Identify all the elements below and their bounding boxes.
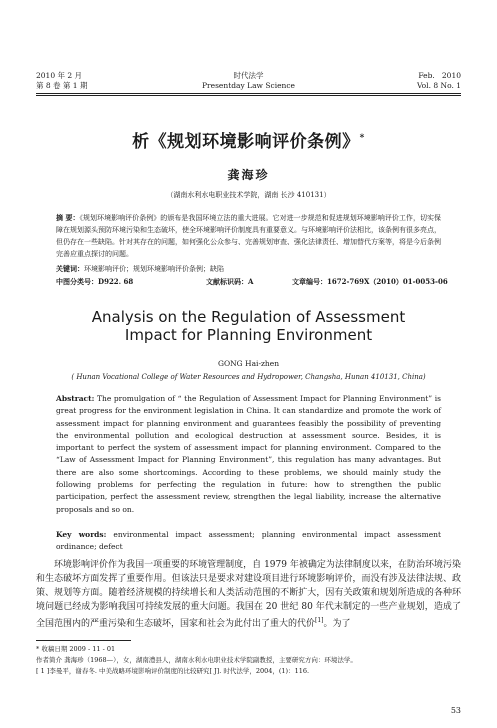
author-name-zh: 龚海珍	[227, 168, 270, 182]
title-footnote-mark: *	[359, 133, 365, 144]
footnote-rule	[36, 640, 131, 641]
document-code: 文献标识码：A	[206, 277, 254, 286]
keywords-en	[56, 529, 441, 554]
header-rule	[36, 93, 461, 94]
author-name-en: GONG Hai-zhen	[217, 359, 280, 368]
keywords-zh-label: 关键词：	[56, 264, 84, 273]
clc-number: 中图分类号：D922. 68	[56, 277, 134, 286]
keywords-en-label: Key words:	[56, 530, 107, 539]
header-date-en: Feb. 2010	[418, 71, 461, 80]
body-text: 环境影响评价作为我国一项重要的环境管理制度，自 1979 年被确定为法律制度以来，在防治环境污染和生态破坏方面发挥了重要作用。但该法只是要求对建设项目进行环境影响评价，而没有涉及法律法规、政策、规划等方面。随着经济规模的持续增长和人类活动范围的不断扩大，因有关政策和规划所造成的各种环境问题已经成为影响我国可持续发展的重大问题。我国在 20 世纪 80 年代末制定的一些产业规划，造成了全国范围内的严重污染和生态破坏，国家和社会为此付出了重大的代价	[36, 560, 461, 629]
keywords-zh-text: 环境影响评价；规划环境影响评价条例；缺陷	[84, 265, 224, 273]
article-title-zh: 析《规划环境影响评价条例》*	[132, 132, 365, 152]
body-paragraph	[36, 558, 461, 631]
keywords-zh	[56, 263, 441, 275]
abstract-zh-label: 摘 要：	[56, 213, 80, 222]
keywords-en-text: environmental impact assessment; planning environmental impact assessment ordinance; defect	[56, 530, 441, 552]
affiliation-en: ( Hunan Vocational College of Water Resources and Hydropower, Changsha, Hunan 410131, China)	[71, 373, 426, 381]
abstract-zh-text: 《规划环境影响评价条例》的颁布是我国环境立法的重大进展。它对进一步规范和促进规划环境影响评价工作，切实保障在规划源头预防环境污染和生态破坏，使全环境影响评价制度具有重要意义。与环境影响评价法相比，该条例有很多亮点，但仍存在一些缺陷。针对其存在的问题，如何强化公众参与、完善规划审查、强化法律责任、增加替代方案等，将是今后条例完善应重点探讨的问题。	[56, 214, 441, 258]
article-number: 文章编号：1672-769X（2010）01-0053-06	[292, 277, 448, 286]
header-journal-zh: 时代法学	[233, 71, 264, 80]
header-journal-en: Presentday Law Science	[202, 81, 295, 90]
abstract-en-text: The promulgation of “ the Regulation of Assessment Impact for Planning Environment” is great progress for the environment legislation in China. It can standardize and promote the work of assessment impact for planning environment and guarantees feasibly the possibility of preventing the environmental pollution and ecological destruction at assessment source. Besides, it is important to perfect the system of assessment impact for planning environment. Compared to the “Law of Assessment Impact for Planning Environment”, this regulation has many advantages. But there are also some shortcomings. According to these problems, we should mainly study the following problems for perfecting the regulation in future: how to strengthen the public participation, perfect the assessment review, strengthen the legal liability, increase the alternative proposals and so on.	[56, 394, 441, 514]
abstract-zh	[56, 212, 441, 260]
reference-mark: [1]	[315, 617, 324, 624]
header-volume-en: Vol. 8 No. 1	[416, 81, 461, 90]
header-rule-thin	[36, 95, 461, 96]
abstract-en-label: Abstract:	[56, 394, 95, 403]
header-date: 2010 年 2 月	[36, 71, 83, 80]
page-number: 53	[450, 706, 461, 715]
footnote-received: * 收稿日期 2009 - 11 - 01	[36, 645, 116, 653]
abstract-en	[56, 393, 441, 516]
header-volume: 第 8 卷 第 1 期	[36, 81, 88, 90]
body-text-tail: 。为了	[323, 619, 351, 629]
affiliation-zh: （湖南水利水电职业技术学院，湖南 长沙 410131）	[166, 191, 331, 199]
footnote-reference: [ 1 ]李曼平，谢春冬. 中美战略环境影响评价制度的比较研究[ J]. 时代法学，2004，(1)：116.	[36, 667, 310, 675]
article-title-en: Analysis on the Regulation of Assessment Impact for Planning Environment	[91, 308, 406, 344]
footnote-author-bio: 作者简介 龚海珍（1968—），女，湖南澧县人，湖南水利水电职业技术学院副教授，主要研究方向：环境法学。	[36, 656, 357, 664]
